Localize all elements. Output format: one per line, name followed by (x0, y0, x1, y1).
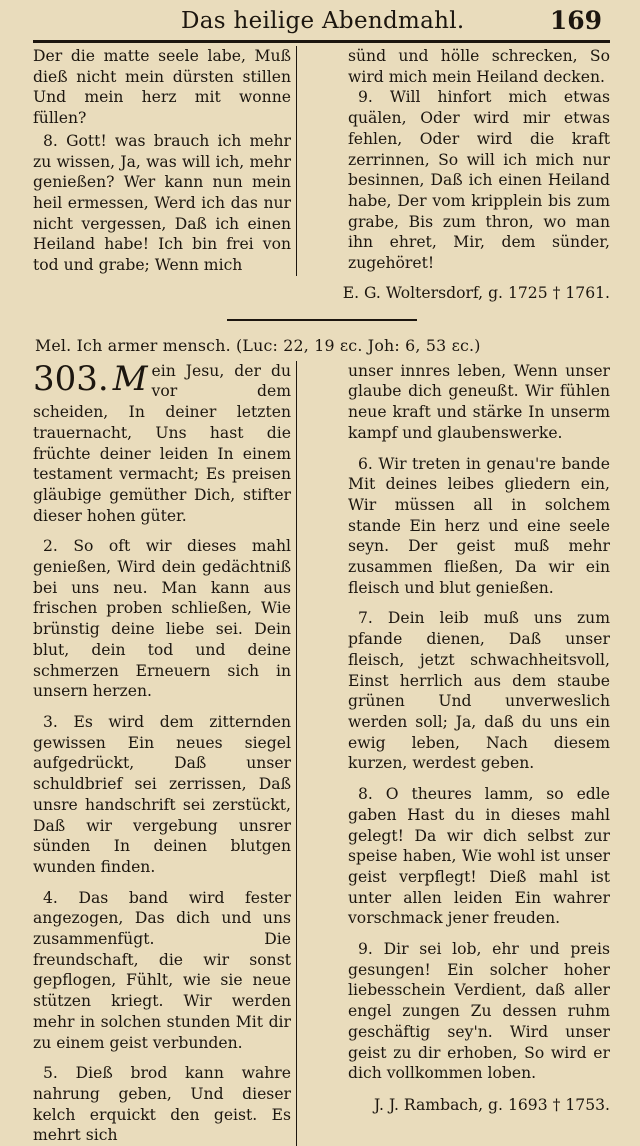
previous-hymn-block (33, 46, 610, 276)
stanza-2: 2. So oft wir dieses mahl genießen, Wird dein gedächtniß bei uns neu. Man kann aus frischen proben schließen, Wie brünstig deine liebe sei. Dein blut, dein tod und deine schmerzen Erneuern sich in unsern herzen. (33, 537, 291, 701)
stanza-9: 9. Dir sei lob, ehr und preis gesungen! Ein solcher hoher liebesschein Verdient, daß aller engel zungen Zu dessen ruhm geschäftig sey'n. Wird unser geist zu dir erhoben, So wird er dich vollkommen loben. (348, 940, 610, 1083)
stanza-6: 6. Wir treten in genau're bande Mit deines leibes gliedern ein, Wir müssen all in solchem stande Ein herz und eine seele seyn. Der geist muß mehr zusammen fließen, Da wir ein fleisch und blut genießen. (348, 454, 610, 597)
page-number: 169 (549, 6, 602, 35)
previous-hymn-left-column (33, 46, 297, 276)
stanza-7: 7. Dein leib muß uns zum pfande dienen, Daß unser fleisch, jetzt schwachheitsvoll, Einst herrlich aus dem staube grünen Und unverweslich werden soll; Ja, daß du uns ein ewig leben, Nach diesem kurzen, werdest geben. (348, 609, 610, 773)
running-title: Das heilige Abendmahl. (181, 8, 465, 34)
hymn-303-block (33, 358, 610, 1146)
previous-stanza-9: 9. Will hinfort mich etwas quälen, Oder wird mir etwas fehlen, Oder wird die kraft zerrinnen, So will ich mich nur besinnen, Daß ich einen Heiland habe, Der vom kripplein bis zum grabe, Bis zum thron, wo man ihn ehret, Mir, dem sünder, zugehöret! (348, 88, 610, 273)
previous-hymn-author: E. G. Woltersdorf, g. 1725 † 1761. (342, 283, 610, 302)
previous-stanza-fragment: Der die matte seele labe, Muß dieß nicht mein dürsten stillen Und mein herz mit wonne füllen? (33, 47, 291, 128)
stanza-4: 4. Das band wird fester angezogen, Das dich und uns zusammenfügt. Die freundschaft, die wir sonst gepflogen, Fühlt, wie sie neue stützen kriegt. Wir werden mehr in solchen stunden Mit dir zu einem geist verbunden. (33, 888, 291, 1052)
stanza-3: 3. Es wird dem zitternden gewissen Ein neues siegel aufgedrückt, Daß unser schuldbrief sei zerrissen, Daß unsre handschrift sei zerstückt, Daß wir vergebung unsrer sünden In deinen blutgen wunden finden. (33, 712, 291, 876)
previous-stanza-8: 8. Gott! was brauch ich mehr zu wissen, Ja, was will ich, mehr genießen? Wer kann nun mein heil ermessen, Werd ich das nur nicht vergessen, Daß ich einen Heiland habe! Ich bin frei von tod und grabe; Wenn mich (33, 131, 291, 275)
stanza-5: 5. Dieß brod kann wahre nahrung geben, Und dieser kelch erquickt den geist. Es mehrt sich (33, 1064, 291, 1145)
previous-stanza-continuation: sünd und hölle schrecken, So wird mich mein Heiland decken. (348, 47, 610, 86)
first-stanza (33, 358, 291, 527)
stanza-8: 8. O theures lamm, so edle gaben Hast du in dieses mahl gelegt! Da wir dich selbst zur speise haben, Wie wohl ist unser geist verpflegt! Dieß mahl ist unter allen leiden Ein wahrer vorschmack jener freuden. (348, 785, 610, 928)
stanza-5-continuation: unser innres leben, Wenn unser glaube dich geneußt. Wir fühlen neue kraft und stärke In unserm kampf und glaubenswerke. (348, 361, 610, 442)
hymn-author: J. J. Rambach, g. 1693 † 1753. (374, 1095, 610, 1114)
section-divider (227, 319, 417, 321)
page-header (33, 6, 610, 43)
first-stanza-text: ein Jesu, der du vor dem scheiden, In deiner letzten trauernacht, Uns hast die früchte deiner leiden In einem testament vermacht; Es preisen gläubige gemüther Dich, stifter dieser hohen güter. (33, 361, 291, 525)
hymn-right-column (344, 361, 610, 1146)
hymn-left-column (33, 358, 297, 1146)
hymn-number: 303. (33, 358, 109, 399)
previous-hymn-right-column (344, 46, 610, 276)
drop-initial: M (112, 358, 148, 399)
melody-line: Mel. Ich armer mensch. (Luc: 22, 19 ɛc. Joh: 6, 53 ɛc.) (35, 335, 481, 355)
